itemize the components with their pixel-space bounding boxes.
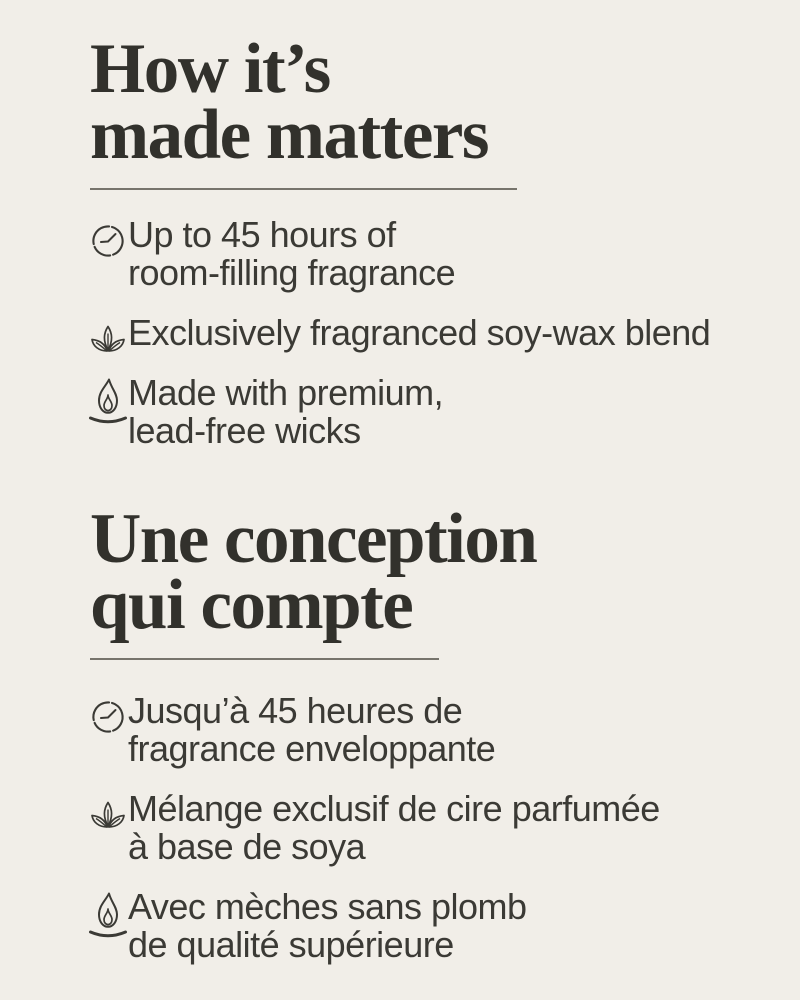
benefit-text xyxy=(128,314,710,352)
benefit-text-line: Exclusively fragranced soy-wax blend xyxy=(128,312,711,353)
flame-icon xyxy=(88,374,128,450)
leaf-icon xyxy=(88,314,128,352)
benefit-item-wicks xyxy=(88,374,760,450)
title-line: made matters xyxy=(90,96,488,174)
divider-rule xyxy=(90,658,439,660)
benefit-item-soy-wax-fr xyxy=(88,790,760,866)
leaf-icon xyxy=(88,790,128,866)
flame-icon xyxy=(88,888,128,964)
benefit-text xyxy=(128,216,455,292)
title-line: Une conception xyxy=(90,500,537,578)
benefit-text xyxy=(128,888,527,964)
title-line: How it’s xyxy=(90,30,330,108)
clock-icon xyxy=(88,216,128,292)
benefit-text-line: room-filling fragrance xyxy=(128,252,456,293)
benefit-text-line: fragrance enveloppante xyxy=(128,728,496,769)
benefit-text-line: Up to 45 hours of xyxy=(128,214,396,255)
benefit-list-french xyxy=(88,692,760,964)
benefit-text xyxy=(128,374,443,450)
benefit-text-line: Mélange exclusif de cire parfumée xyxy=(128,788,660,829)
benefit-item-burn-time xyxy=(88,216,760,292)
benefit-text-line: Jusqu’à 45 heures de xyxy=(128,690,463,731)
benefit-text-line: à base de soya xyxy=(128,826,366,867)
section-english xyxy=(90,30,760,451)
title-line: qui compte xyxy=(90,566,413,644)
divider-rule xyxy=(90,188,517,190)
section-title-french xyxy=(90,500,760,644)
section-french xyxy=(90,500,760,965)
benefit-item-burn-time-fr xyxy=(88,692,760,768)
benefit-list-english xyxy=(88,216,760,450)
section-title-english xyxy=(90,30,760,174)
benefit-text-line: lead-free wicks xyxy=(128,410,361,451)
benefit-text xyxy=(128,790,660,866)
benefit-text-line: Made with premium, xyxy=(128,372,444,413)
benefit-item-wicks-fr xyxy=(88,888,760,964)
benefit-text-line: de qualité supérieure xyxy=(128,924,454,965)
benefit-item-soy-wax xyxy=(88,314,760,352)
benefit-text-line: Avec mèches sans plomb xyxy=(128,886,527,927)
benefit-text xyxy=(128,692,495,768)
clock-icon xyxy=(88,692,128,768)
